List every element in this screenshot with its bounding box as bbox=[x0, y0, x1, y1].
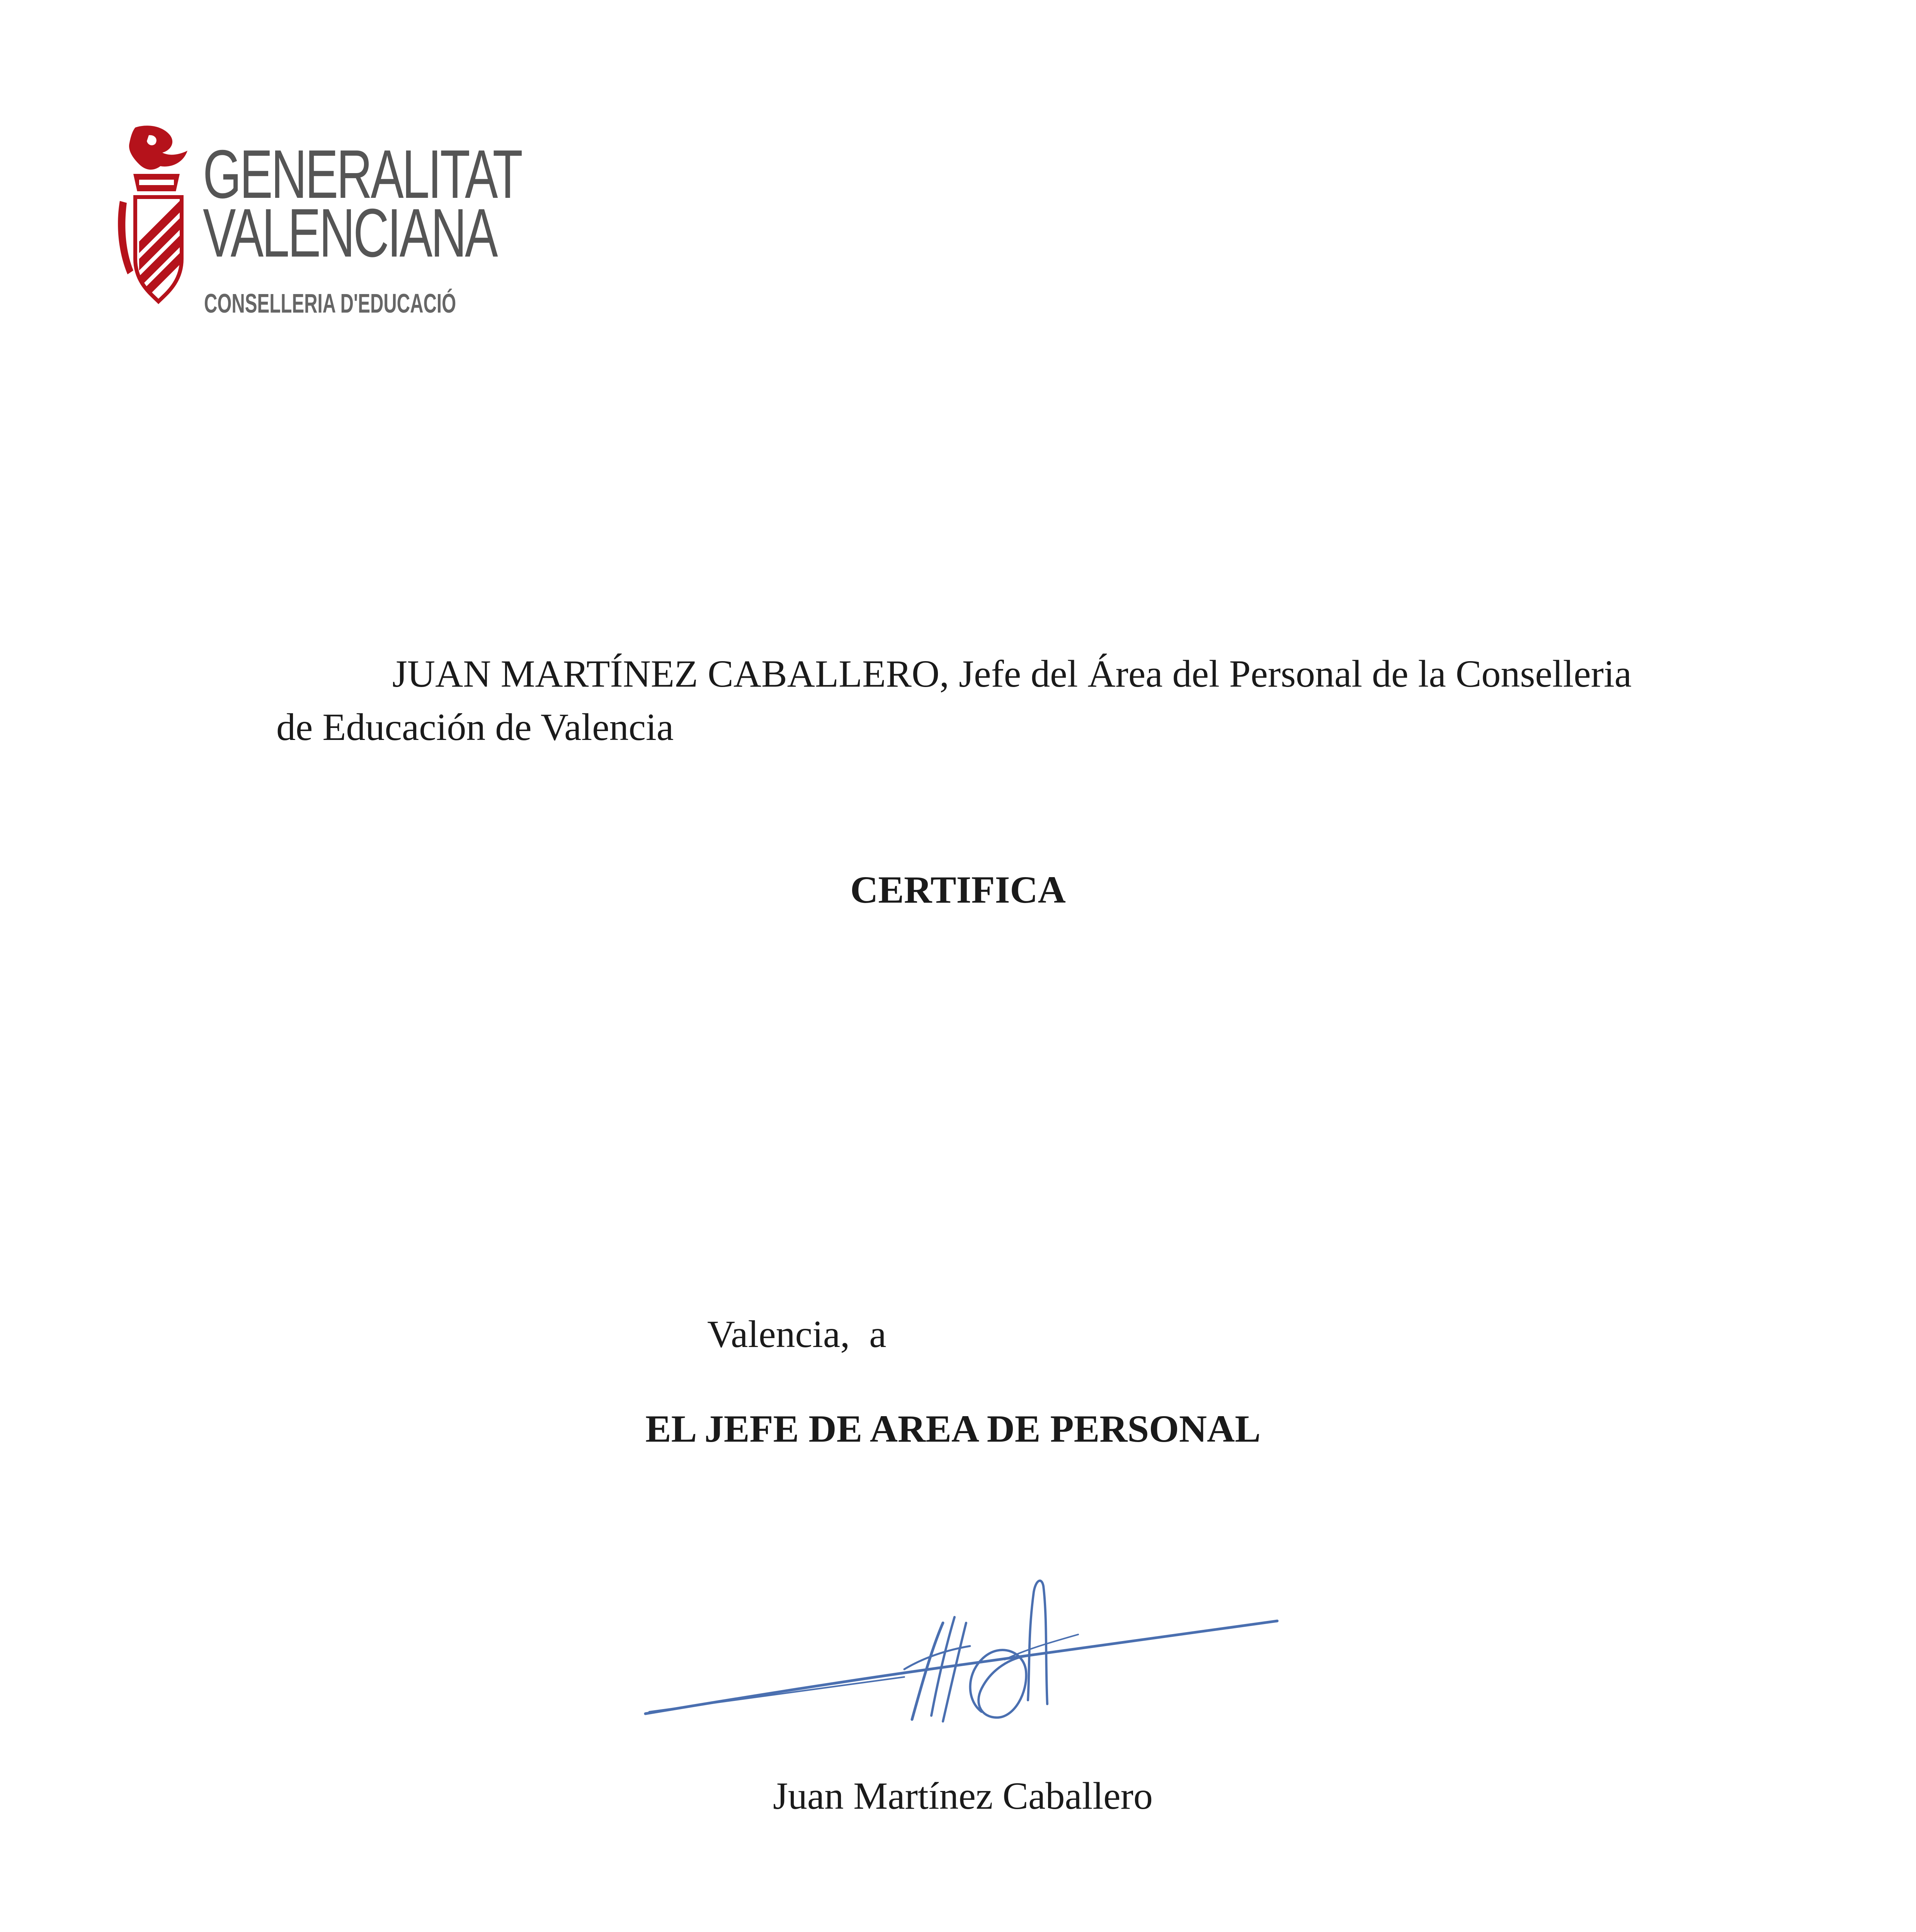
organization-name-line-2: VALENCIANA bbox=[203, 194, 497, 271]
place-date-line: Valencia, a bbox=[707, 1313, 887, 1355]
department-name: CONSELLERIA D'EDUCACIÓ bbox=[204, 288, 456, 318]
handwritten-signature bbox=[634, 1519, 1291, 1750]
coat-of-arms-icon bbox=[112, 124, 201, 305]
organization-name-line-1: GENERALITAT bbox=[203, 136, 521, 213]
signer-title: EL JEFE DE AREA DE PERSONAL bbox=[645, 1407, 1261, 1450]
organization-name bbox=[203, 136, 521, 271]
intro-paragraph: JUAN MARTÍNEZ CABALLERO, Jefe del Área del Personal de la Conselleria de Educación de Valencia bbox=[276, 652, 1632, 748]
document-heading: CERTIFICA bbox=[850, 868, 1066, 911]
generalitat-logo bbox=[112, 124, 521, 325]
signer-name: Juan Martínez Caballero bbox=[773, 1774, 1153, 1817]
